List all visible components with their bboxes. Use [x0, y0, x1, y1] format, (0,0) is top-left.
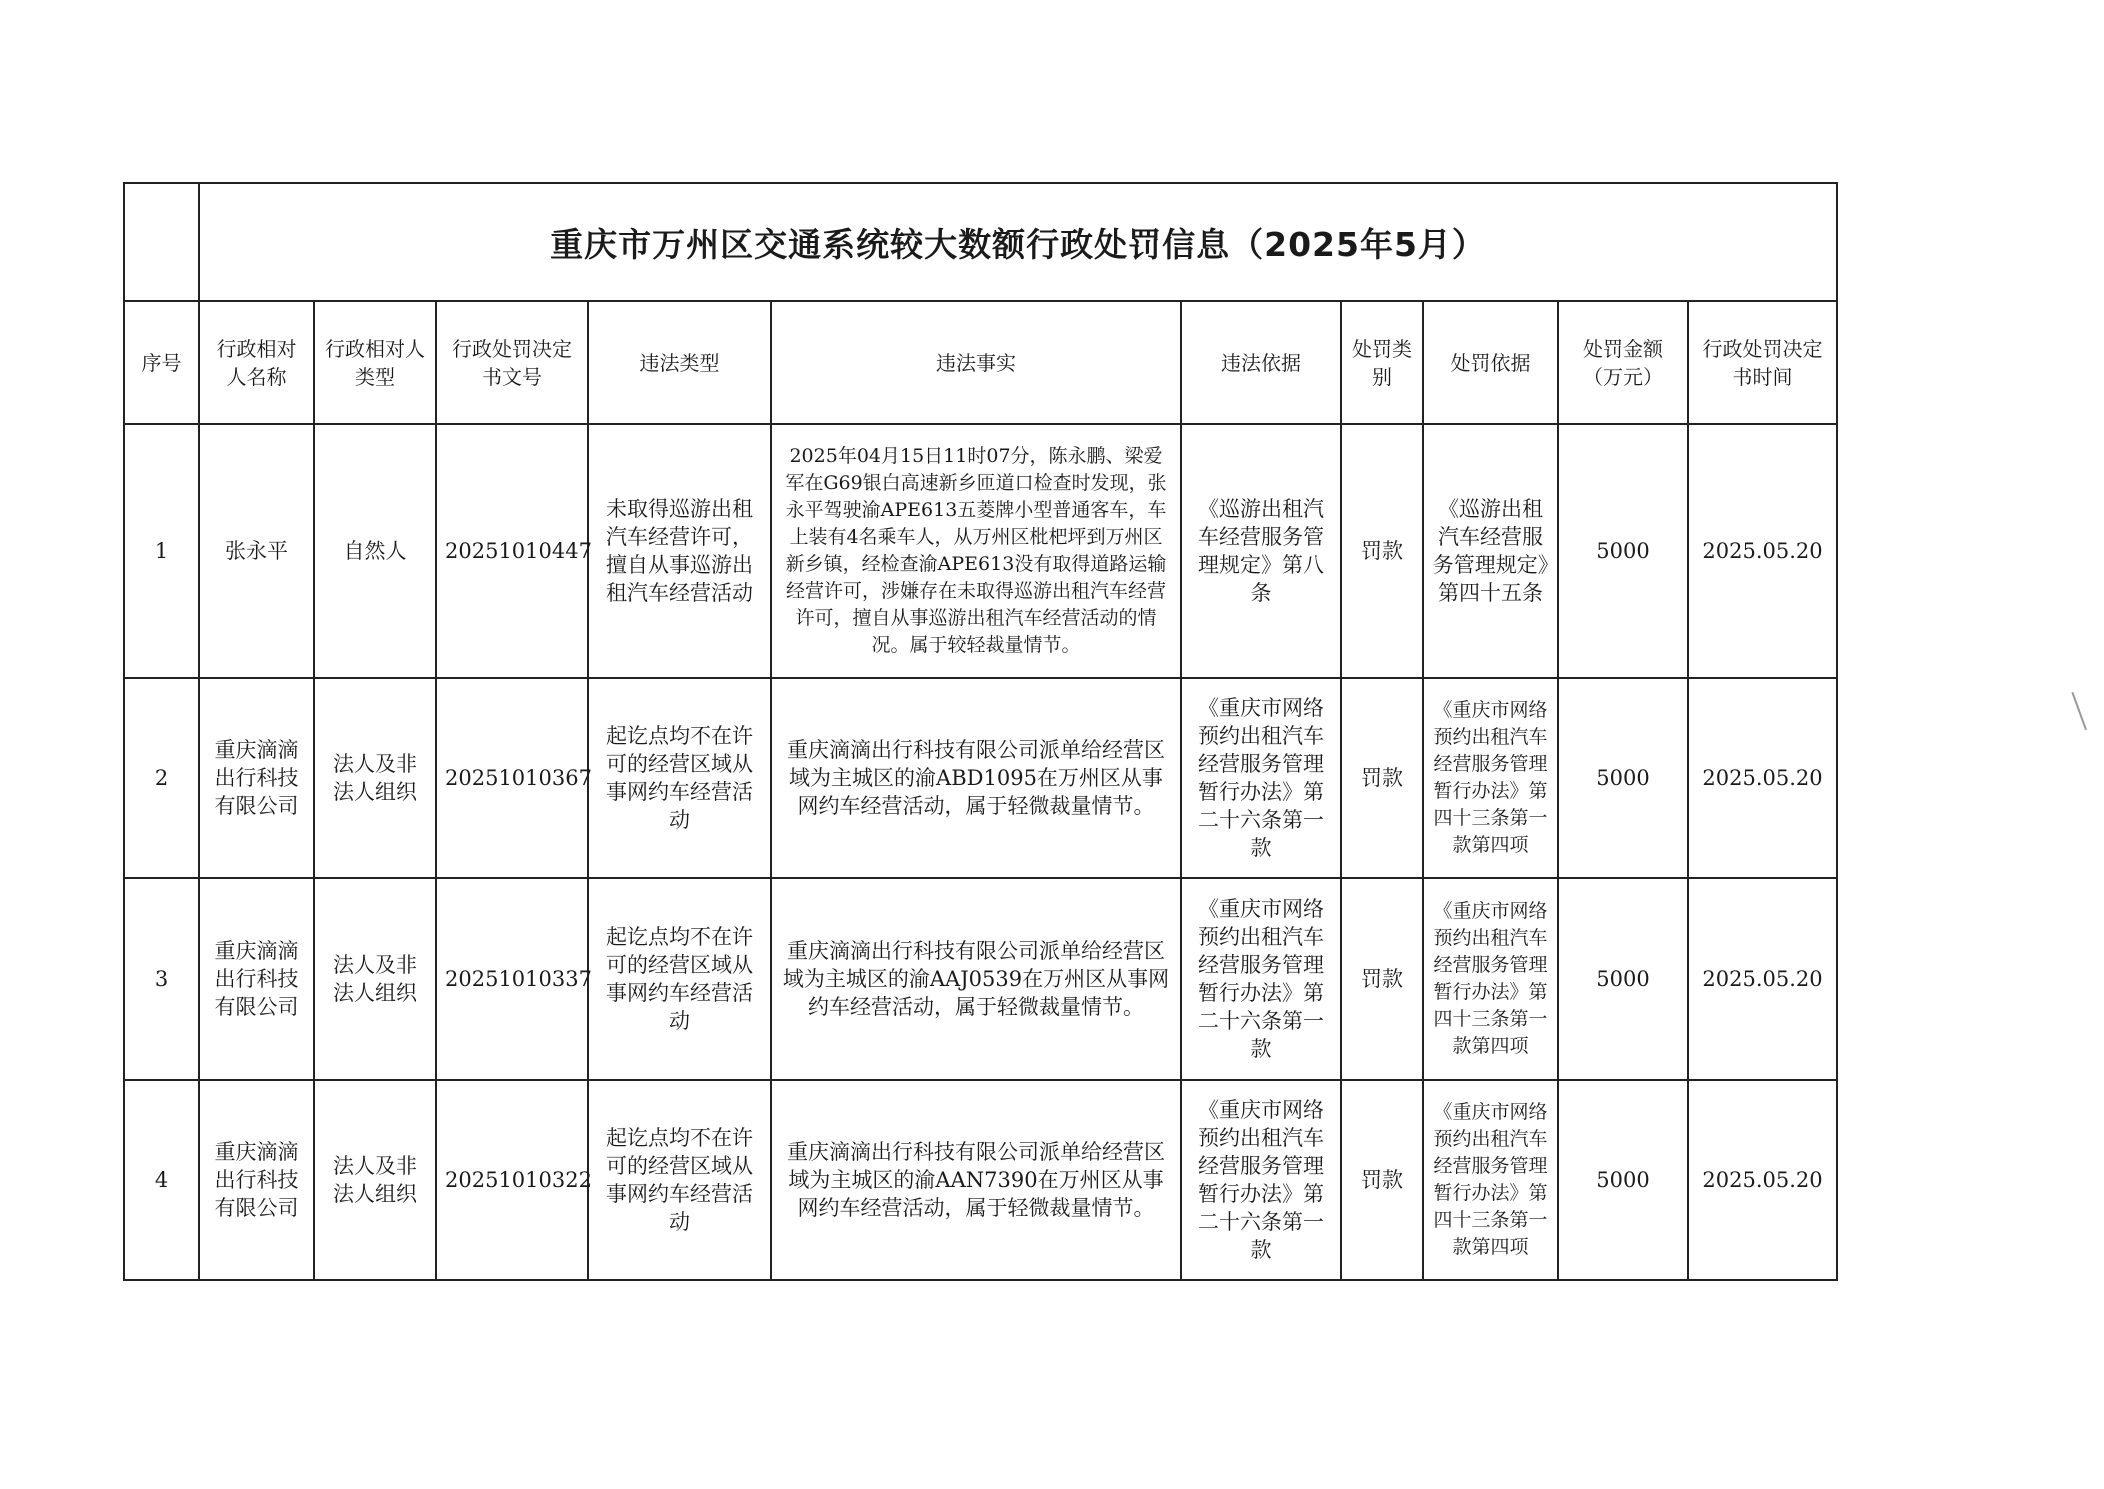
cell-facts: 重庆滴滴出行科技有限公司派单给经营区域为主城区的渝AAN7390在万州区从事网约车经营活动，属于轻微裁量情节。: [771, 1080, 1181, 1280]
cell-violation-type: 起讫点均不在许可的经营区域从事网约车经营活动: [588, 678, 771, 878]
cell-name: 重庆滴滴出行科技有限公司: [199, 678, 314, 878]
cell-doc-no: 20251010337: [436, 878, 588, 1080]
scan-mark: [2071, 690, 2092, 730]
title-row: [124, 183, 1837, 301]
cell-no: 1: [124, 424, 199, 678]
cell-doc-no: 20251010447: [436, 424, 588, 678]
cell-penalty-basis: 《重庆市网络预约出租汽车经营服务管理暂行办法》第四十三条第一款第四项: [1423, 1080, 1558, 1280]
cell-legal-basis: 《重庆市网络预约出租汽车经营服务管理暂行办法》第二十六条第一款: [1181, 1080, 1341, 1280]
cell-penalty-category: 罚款: [1341, 424, 1423, 678]
header-no: 序号: [124, 301, 199, 424]
table-row: [124, 878, 1837, 1080]
cell-penalty-basis: 《重庆市网络预约出租汽车经营服务管理暂行办法》第四十三条第一款第四项: [1423, 878, 1558, 1080]
cell-date: 2025.05.20: [1688, 1080, 1837, 1280]
corner-cell: [124, 183, 199, 301]
cell-violation-type: 起讫点均不在许可的经营区域从事网约车经营活动: [588, 878, 771, 1080]
header-date: 行政处罚决定书时间: [1688, 301, 1837, 424]
table-title: 重庆市万州区交通系统较大数额行政处罚信息（2025年5月）: [199, 183, 1837, 301]
cell-facts: 重庆滴滴出行科技有限公司派单给经营区域为主城区的渝AAJ0539在万州区从事网约车经营活动，属于轻微裁量情节。: [771, 878, 1181, 1080]
cell-type: 法人及非法人组织: [314, 878, 436, 1080]
cell-legal-basis: 《重庆市网络预约出租汽车经营服务管理暂行办法》第二十六条第一款: [1181, 678, 1341, 878]
penalty-sheet: [123, 182, 1836, 1281]
header-row: [124, 301, 1837, 424]
cell-amount: 5000: [1558, 424, 1688, 678]
header-amount: 处罚金额（万元）: [1558, 301, 1688, 424]
cell-date: 2025.05.20: [1688, 878, 1837, 1080]
cell-penalty-category: 罚款: [1341, 1080, 1423, 1280]
cell-amount: 5000: [1558, 678, 1688, 878]
header-violation-type: 违法类型: [588, 301, 771, 424]
cell-name: 张永平: [199, 424, 314, 678]
cell-name: 重庆滴滴出行科技有限公司: [199, 878, 314, 1080]
cell-doc-no: 20251010367: [436, 678, 588, 878]
penalty-table: [123, 182, 1838, 1281]
cell-doc-no: 20251010322: [436, 1080, 588, 1280]
cell-legal-basis: 《重庆市网络预约出租汽车经营服务管理暂行办法》第二十六条第一款: [1181, 878, 1341, 1080]
cell-facts: 2025年04月15日11时07分，陈永鹏、梁爱军在G69银白高速新乡匝道口检查时发现，张永平驾驶渝APE613五菱牌小型普通客车，车上装有4名乘车人，从万州区枇杷坪到万州区新乡镇，经检查渝APE613没有取得道路运输经营许可，涉嫌存在未取得巡游出租汽车经营许可，擅自从事巡游出租汽车经营活动的情况。属于较轻裁量情节。: [771, 424, 1181, 678]
header-penalty-category: 处罚类别: [1341, 301, 1423, 424]
cell-type: 自然人: [314, 424, 436, 678]
cell-amount: 5000: [1558, 1080, 1688, 1280]
cell-date: 2025.05.20: [1688, 424, 1837, 678]
cell-type: 法人及非法人组织: [314, 1080, 436, 1280]
table-row: [124, 678, 1837, 878]
header-type: 行政相对人类型: [314, 301, 436, 424]
cell-no: 3: [124, 878, 199, 1080]
cell-no: 4: [124, 1080, 199, 1280]
header-legal-basis: 违法依据: [1181, 301, 1341, 424]
table-row: [124, 1080, 1837, 1280]
cell-name: 重庆滴滴出行科技有限公司: [199, 1080, 314, 1280]
cell-penalty-basis: 《重庆市网络预约出租汽车经营服务管理暂行办法》第四十三条第一款第四项: [1423, 678, 1558, 878]
cell-penalty-category: 罚款: [1341, 678, 1423, 878]
cell-amount: 5000: [1558, 878, 1688, 1080]
header-penalty-basis: 处罚依据: [1423, 301, 1558, 424]
header-doc-no: 行政处罚决定书文号: [436, 301, 588, 424]
cell-violation-type: 起讫点均不在许可的经营区域从事网约车经营活动: [588, 1080, 771, 1280]
cell-penalty-basis: 《巡游出租汽车经营服务管理规定》第四十五条: [1423, 424, 1558, 678]
cell-facts: 重庆滴滴出行科技有限公司派单给经营区域为主城区的渝ABD1095在万州区从事网约车经营活动，属于轻微裁量情节。: [771, 678, 1181, 878]
cell-violation-type: 未取得巡游出租汽车经营许可，擅自从事巡游出租汽车经营活动: [588, 424, 771, 678]
cell-penalty-category: 罚款: [1341, 878, 1423, 1080]
header-name: 行政相对人名称: [199, 301, 314, 424]
cell-date: 2025.05.20: [1688, 678, 1837, 878]
header-facts: 违法事实: [771, 301, 1181, 424]
cell-legal-basis: 《巡游出租汽车经营服务管理规定》第八条: [1181, 424, 1341, 678]
table-row: [124, 424, 1837, 678]
cell-no: 2: [124, 678, 199, 878]
cell-type: 法人及非法人组织: [314, 678, 436, 878]
